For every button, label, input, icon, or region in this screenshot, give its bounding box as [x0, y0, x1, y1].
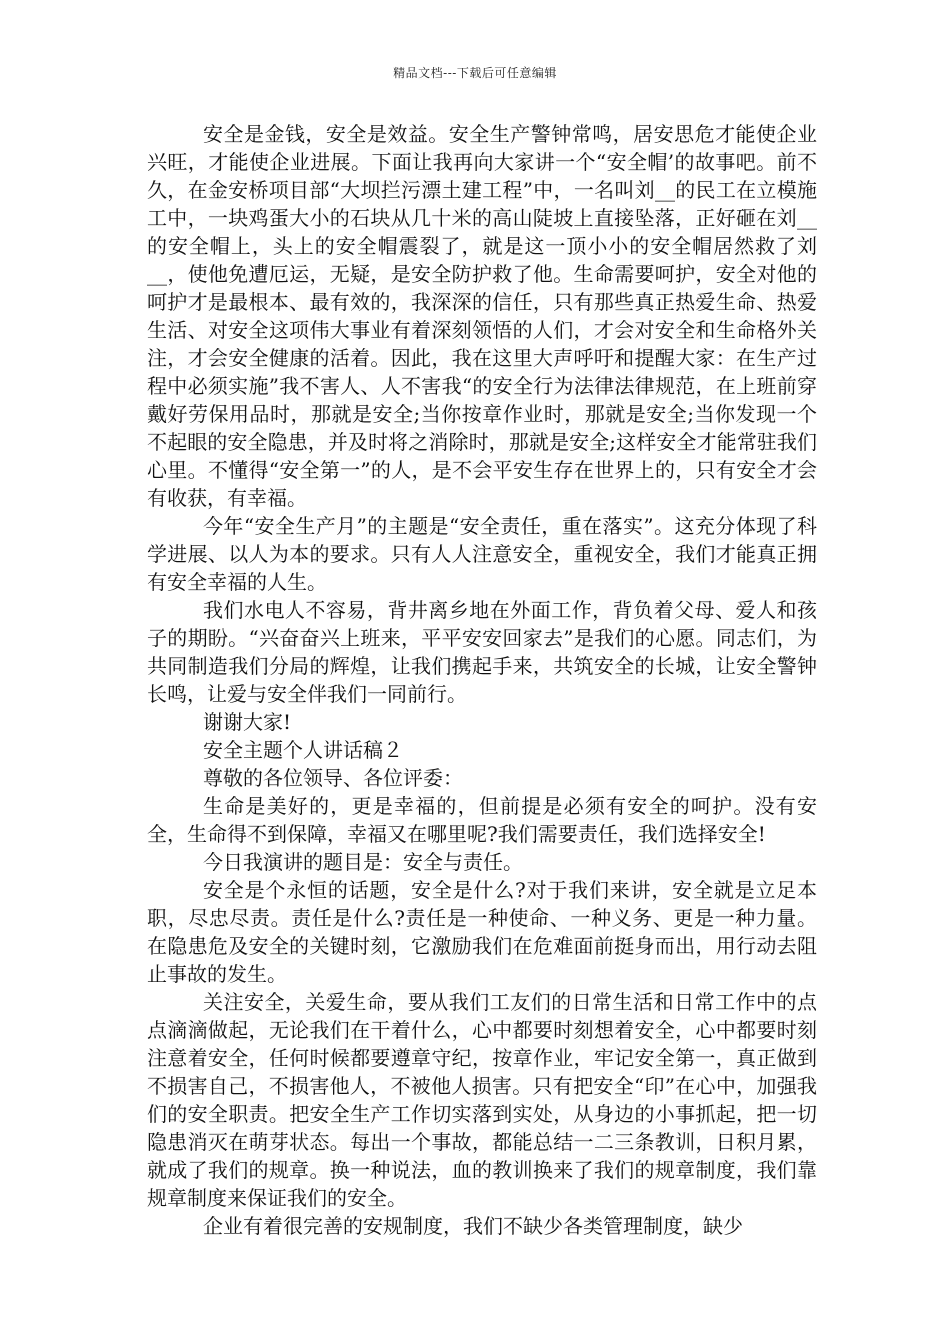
paragraph-thanks: 谢谢大家!: [203, 710, 292, 734]
paragraph-enterprise-rules: 企业有着很完善的安规制度，我们不缺少各类管理制度，缺少: [203, 1214, 743, 1238]
paragraph-speech-topic: 今日我演讲的题目是：安全与责任。: [203, 850, 523, 874]
salutation: 尊敬的各位领导、各位评委：: [203, 766, 463, 790]
paragraph-hydro-workers: 我们水电人不容易，背井离乡地在外面工作，背负着父母、爱人和孩子的期盼。“兴奋奋兴上班来，平平安安回家去”是我们的心愿。同志们，为共同制造我们分局的辉煌，让我们携起手来，共筑安全的长城，让安全警钟长鸣，让爱与安全伴我们一同前行。: [147, 598, 817, 706]
paragraph-eternal-topic: 安全是个永恒的话题，安全是什么?对于我们来讲，安全就是立足本职，尽忠尽责。责任是什么?责任是一种使命、一种义务、更是一种力量。在隐患危及安全的关键时刻，它激励我们在危难面前挺身而出，用行动去阻止事故的发生。: [147, 878, 817, 986]
paragraph-life-beautiful: 生命是美好的，更是幸福的，但前提是必须有安全的呵护。没有安全，生命得不到保障，幸福又在哪里呢?我们需要责任，我们选择安全!: [147, 794, 817, 846]
paragraph-safety-story: 安全是金钱，安全是效益。安全生产警钟常鸣，居安思危才能使企业兴旺，才能使企业进展。下面让我再向大家讲一个“安全帽’的故事吧。前不久，在金安桥项目部“大坝拦污漂土建工程”中，一名叫刘__的民工在立模施工中，一块鸡蛋大小的石块从几十米的高山陡坡上直接坠落，正好砸在刘__的安全帽上，头上的安全帽震裂了，就是这一顶小小的安全帽居然救了刘__，使他免遭厄运，无疑，是安全防护救了他。生命需要呵护，安全对他的呵护才是最根本、最有效的，我深深的信任，只有那些真正热爱生命、热爱生活、对安全这项伟大事业有着深刻领悟的人们，才会对安全和生命格外关注，才会安全健康的活着。因此，我在这里大声呼吁和提醒大家：在生产过程中必须实施”我不害人、人不害我“的安全行为法律法律规范，在上班前穿戴好劳保用品时，那就是安全;当你按章作业时，那就是安全;当你发现一个不起眼的安全隐患，并及时将之消除时，那就是安全;这样安全才能常驻我们心里。不懂得“安全第一”的人，是不会平安生存在世界上的，只有安全才会有收获，有幸福。: [147, 122, 817, 510]
document-body: [147, 120, 817, 1240]
speech-title-2: 安全主题个人讲话稿２: [203, 738, 403, 762]
paragraph-safety-month: 今年“安全生产月”的主题是“安全责任，重在落实”。这充分体现了科学进展、以人为本的要求。只有人人注意安全，重视安全，我们才能真正拥有安全幸福的人生。: [147, 514, 817, 594]
paragraph-care-safety: 关注安全，关爱生命，要从我们工友们的日常生活和日常工作中的点点滴滴做起，无论我们在干着什么，心中都要时刻想着安全，心中都要时刻注意着安全，任何时候都要遵章守纪，按章作业，牢记安全第一，真正做到不损害自己，不损害他人，不被他人损害。只有把安全“印”在心中，加强我们的安全职责。把安全生产工作切实落到实处，从身边的小事抓起，把一切隐患消灭在萌芽状态。每出一个事故，都能总结一二三条教训，日积月累，就成了我们的规章。换一种说法，血的教训换来了我们的规章制度，我们靠规章制度来保证我们的安全。: [147, 990, 817, 1210]
page-header: 精品文档---下载后可任意编辑: [393, 66, 557, 80]
